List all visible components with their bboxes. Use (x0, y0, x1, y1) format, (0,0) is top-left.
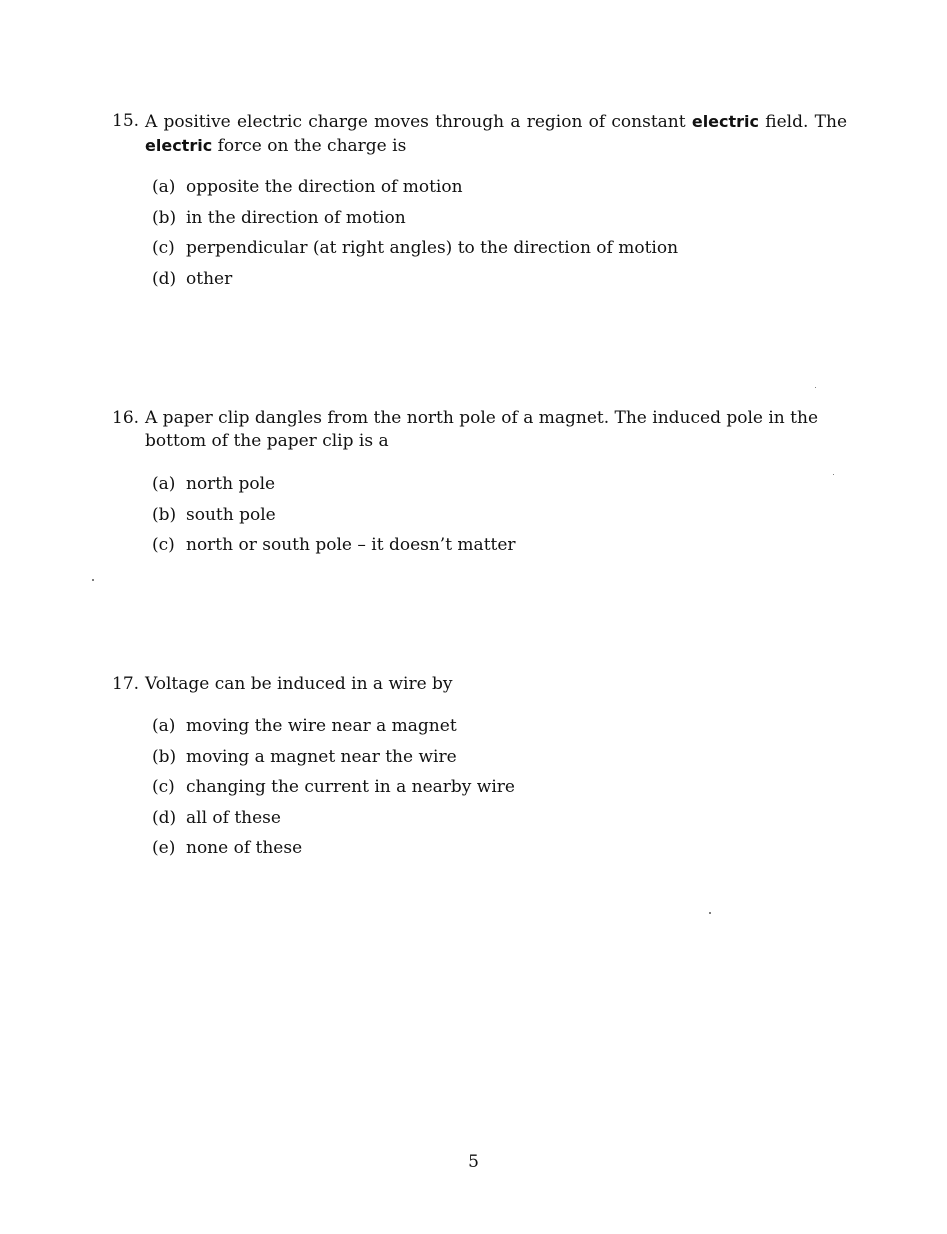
answer-option (152, 233, 792, 264)
option-letter: (d) (152, 807, 177, 828)
answer-option (152, 772, 792, 803)
option-text: perpendicular (at right angles) to the direction of motion (186, 238, 679, 258)
option-letter: (c) (152, 238, 175, 258)
option-text: changing the current in a nearby wire (186, 777, 515, 797)
emphasized-term: electric (691, 112, 760, 131)
option-letter: (d) (152, 268, 177, 289)
question-stem (112, 110, 847, 158)
emphasized-term: electric (145, 136, 213, 155)
question-number: 16. (112, 408, 140, 428)
question-stem (112, 673, 847, 696)
option-text: none of these (186, 838, 303, 858)
option-letter: (a) (152, 716, 176, 736)
option-text: opposite the direction of motion (186, 177, 463, 197)
option-text: in the direction of motion (186, 207, 406, 228)
answer-option (152, 530, 792, 561)
answer-option (152, 264, 792, 295)
answer-option (152, 203, 792, 234)
answer-options (152, 172, 792, 294)
question-number: 15. (112, 111, 140, 131)
page-number: 5 (468, 1152, 479, 1172)
scan-speck (833, 474, 834, 475)
answer-option (152, 833, 792, 864)
option-text: north or south pole – it doesn’t matter (186, 535, 516, 555)
option-text: other (186, 268, 233, 289)
option-text: north pole (186, 474, 276, 494)
scan-speck (815, 387, 816, 388)
option-text: moving the wire near a magnet (186, 716, 457, 736)
question-text: Voltage can be induced in a wire by (145, 674, 453, 694)
option-letter: (c) (152, 777, 175, 797)
answer-option (152, 500, 792, 531)
question-text: A paper clip dangles from the north pole of a magnet. The induced pole in the bottom of the paper clip is a (145, 408, 819, 451)
option-letter: (a) (152, 177, 176, 197)
answer-option (152, 742, 792, 773)
question-text: A positive electric charge moves through a region of constant electric field. The electric force on the charge is (145, 112, 847, 156)
option-text: all of these (186, 807, 281, 828)
scan-speck (92, 579, 94, 581)
option-letter: (b) (152, 207, 177, 228)
scan-speck (709, 912, 711, 914)
option-letter: (c) (152, 535, 175, 555)
option-letter: (b) (152, 746, 177, 767)
option-letter: (a) (152, 474, 176, 494)
answer-options (152, 711, 792, 864)
option-letter: (b) (152, 504, 177, 525)
answer-option (152, 469, 792, 500)
answer-option (152, 172, 792, 203)
question-number: 17. (112, 674, 140, 694)
answer-options (152, 469, 792, 561)
question-stem (112, 407, 847, 453)
option-text: south pole (186, 504, 276, 525)
option-letter: (e) (152, 838, 176, 858)
answer-option (152, 711, 792, 742)
option-text: moving a magnet near the wire (186, 746, 457, 767)
answer-option (152, 803, 792, 834)
